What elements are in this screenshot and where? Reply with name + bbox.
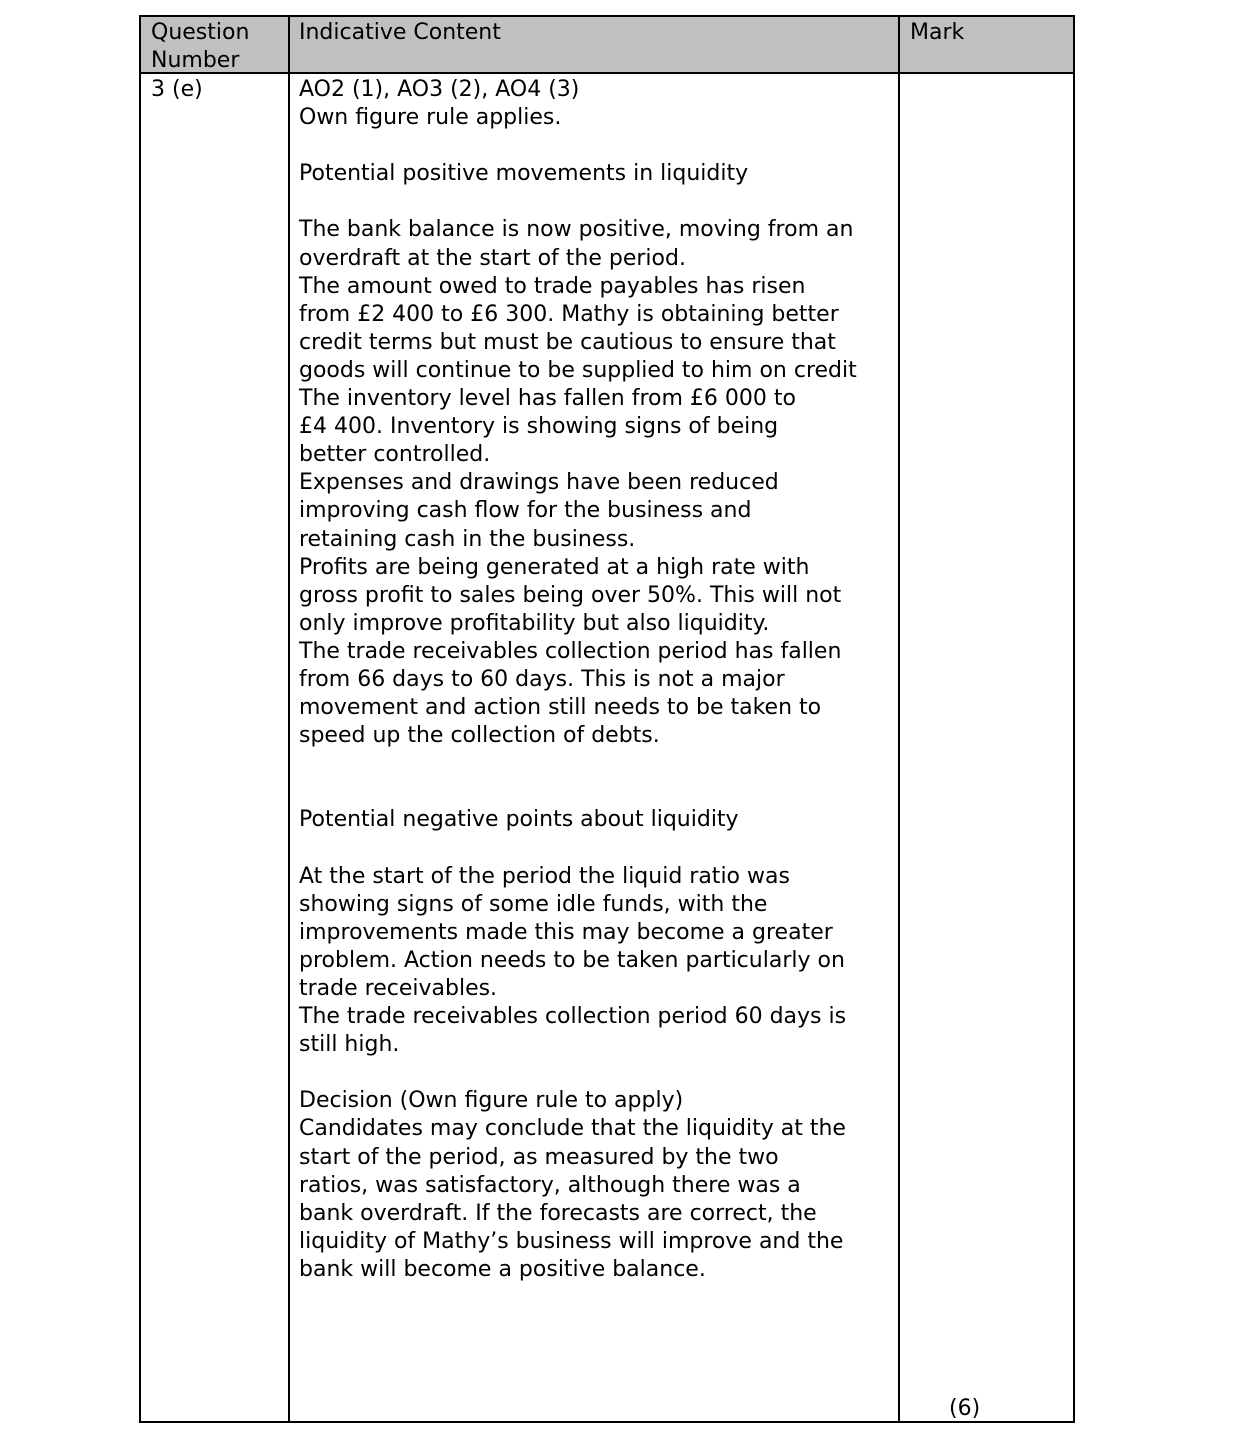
content-line: The trade receivables collection period 60 days is bbox=[299, 1004, 847, 1030]
content-line: bank will become a positive balance. bbox=[299, 1256, 706, 1282]
indicative-content-cell bbox=[299, 76, 894, 1284]
decision-heading: Decision (Own figure rule to apply) bbox=[299, 1088, 684, 1114]
content-line: movement and action still needs to be taken to bbox=[299, 695, 822, 721]
question-number-cell: 3 (e) bbox=[151, 77, 203, 102]
content-line: still high. bbox=[299, 1032, 400, 1058]
content-line: gross profit to sales being over 50%. This will not bbox=[299, 582, 842, 608]
header-mark: Mark bbox=[910, 20, 965, 45]
header-indicative-content: Indicative Content bbox=[299, 20, 501, 45]
content-line: better controlled. bbox=[299, 442, 491, 468]
negative-heading: Potential negative points about liquidity bbox=[299, 807, 739, 833]
content-line: speed up the collection of debts. bbox=[299, 723, 660, 749]
content-line: The bank balance is now positive, moving from an bbox=[299, 217, 854, 243]
assessment-objectives: AO2 (1), AO3 (2), AO4 (3) bbox=[299, 77, 580, 102]
column-divider-2 bbox=[898, 17, 900, 1421]
content-line: Candidates may conclude that the liquidity at the bbox=[299, 1116, 846, 1142]
content-line: The trade receivables collection period has fallen bbox=[299, 638, 842, 664]
total-mark: (6) bbox=[949, 1396, 981, 1421]
content-line: Expenses and drawings have been reduced bbox=[299, 470, 779, 496]
content-line: improving cash flow for the business and bbox=[299, 498, 752, 524]
content-line: Profits are being generated at a high rate with bbox=[299, 554, 810, 580]
own-figure-rule: Own figure rule applies. bbox=[299, 105, 562, 131]
content-line: problem. Action needs to be taken particularly on bbox=[299, 947, 845, 973]
content-line: £4 400. Inventory is showing signs of being bbox=[299, 414, 779, 440]
content-line: liquidity of Mathy’s business will improve and the bbox=[299, 1228, 844, 1254]
content-line: At the start of the period the liquid ratio was bbox=[299, 863, 790, 889]
content-line: The amount owed to trade payables has risen bbox=[299, 273, 806, 299]
positive-heading: Potential positive movements in liquidity bbox=[299, 161, 749, 187]
content-line: goods will continue to be supplied to him on credit bbox=[299, 357, 857, 383]
content-line: overdraft at the start of the period. bbox=[299, 245, 686, 271]
content-line: improvements made this may become a greater bbox=[299, 919, 833, 945]
content-line: bank overdraft. If the forecasts are correct, the bbox=[299, 1200, 817, 1226]
content-line: retaining cash in the business. bbox=[299, 526, 636, 552]
content-line: The inventory level has fallen from £6 000 to bbox=[299, 386, 796, 412]
content-line: ratios, was satisfactory, although there was a bbox=[299, 1172, 801, 1198]
content-line: credit terms but must be cautious to ensure that bbox=[299, 329, 836, 355]
content-line: only improve profitability but also liquidity. bbox=[299, 610, 770, 636]
header-question-number: Question Number bbox=[151, 20, 250, 73]
column-divider-1 bbox=[288, 17, 290, 1421]
mark-scheme-table bbox=[139, 15, 1075, 1423]
content-line: trade receivables. bbox=[299, 976, 498, 1001]
content-line: showing signs of some idle funds, with the bbox=[299, 891, 768, 917]
content-line: from £2 400 to £6 300. Mathy is obtaining better bbox=[299, 301, 839, 327]
content-line: start of the period, as measured by the two bbox=[299, 1144, 779, 1170]
content-line: from 66 days to 60 days. This is not a major bbox=[299, 666, 785, 692]
